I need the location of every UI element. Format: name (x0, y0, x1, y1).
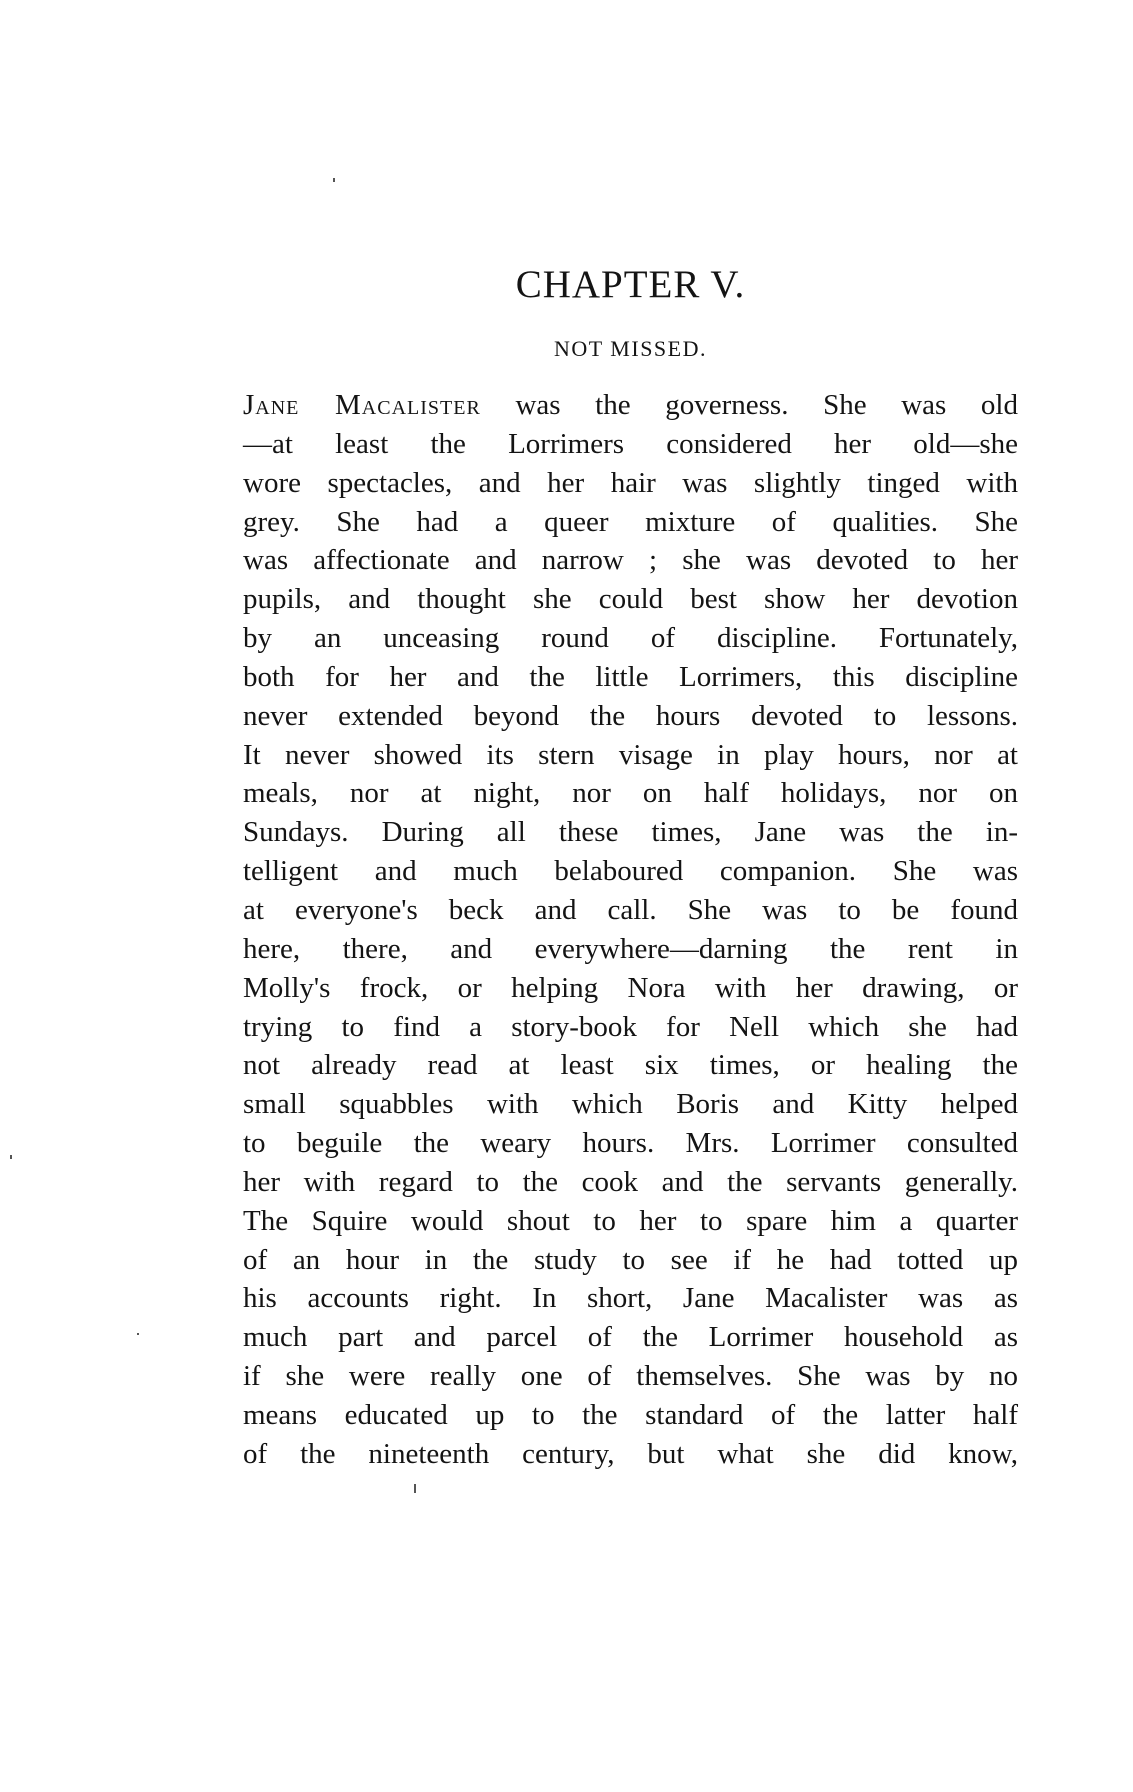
opening-rest: was the governess. She was old (480, 389, 1018, 421)
stray-mark-bottom (414, 1484, 416, 1493)
text-line: never extended beyond the hours devoted to lessons. (243, 699, 1018, 732)
text-line: of the nineteenth century, but what she did know, (243, 1437, 1018, 1470)
text-line: at everyone's beck and call. She was to be found (243, 893, 1018, 926)
text-line: by an unceasing round of discipline. Fortunately, (243, 622, 1018, 655)
text-line: of an hour in the study to see if he had totted up (243, 1243, 1018, 1276)
text-line: pupils, and thought she could best show her devotion (243, 583, 1018, 616)
chapter-title: CHAPTER V. (515, 263, 746, 306)
text-line: grey. She had a queer mixture of qualities. She (243, 505, 1018, 538)
text-line: small squabbles with which Boris and Kitty helped (243, 1088, 1018, 1121)
body-paragraph (243, 386, 1018, 1474)
opening-name: Jane Macalister (243, 389, 481, 421)
chapter-subtitle: NOT MISSED. (553, 336, 707, 361)
text-line: to beguile the weary hours. Mrs. Lorrimer consulted (243, 1127, 1018, 1160)
text-line: her with regard to the cook and the servants generally. (243, 1165, 1018, 1198)
text-line: trying to find a story-book for Nell which she had (243, 1010, 1018, 1043)
text-line: meals, nor at night, nor on half holidays, nor on (243, 777, 1018, 810)
text-line: here, there, and everywhere—darning the rent in (243, 932, 1018, 965)
text-line: was affectionate and narrow ; she was devoted to her (243, 544, 1018, 577)
text-line: wore spectacles, and her hair was slightly tinged with (243, 466, 1018, 499)
stray-mark-top (333, 178, 335, 182)
text-line: —at least the Lorrimers considered her old—she (243, 427, 1018, 460)
text-line: The Squire would shout to her to spare him a quarter (243, 1204, 1018, 1237)
text-line: if she were really one of themselves. She was by no (243, 1360, 1018, 1393)
text-line (243, 386, 1018, 425)
text-line: his accounts right. In short, Jane Macalister was as (243, 1282, 1018, 1315)
text-line: much part and parcel of the Lorrimer household as (243, 1321, 1018, 1354)
text-line: Molly's frock, or helping Nora with her drawing, or (243, 971, 1018, 1004)
stray-mark-left (10, 1155, 12, 1159)
text-line: both for her and the little Lorrimers, this discipline (243, 660, 1018, 693)
text-line: telligent and much belaboured companion. She was (243, 855, 1018, 888)
text-line: means educated up to the standard of the latter half (243, 1398, 1018, 1431)
text-line: Sundays. During all these times, Jane was the in- (243, 816, 1018, 849)
text-line: It never showed its stern visage in play hours, nor at (243, 738, 1018, 771)
stray-mark-margin (137, 1333, 139, 1335)
text-line: not already read at least six times, or healing the (243, 1049, 1018, 1082)
